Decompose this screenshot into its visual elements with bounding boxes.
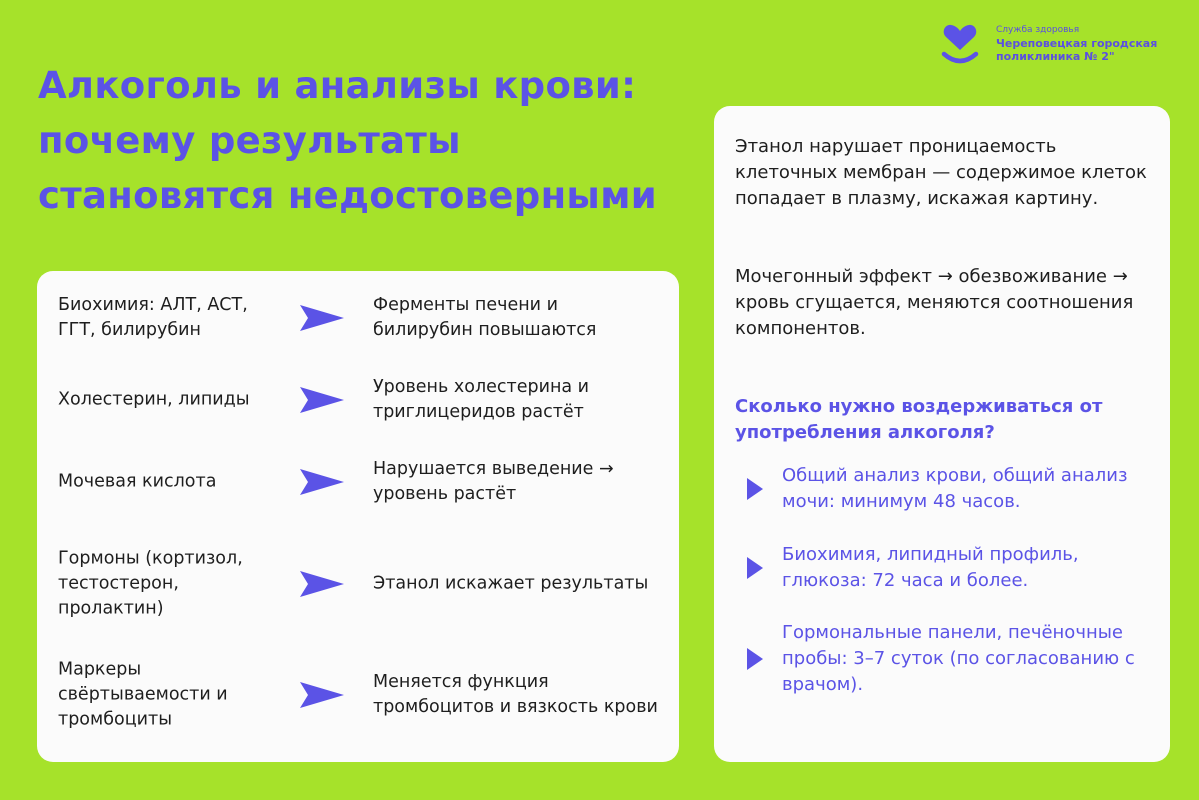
arrow-right-icon (300, 469, 344, 495)
bullet-text: Общий анализ крови, общий анализ мочи: минимум 48 часов. (782, 465, 1128, 512)
triangle-bullet-icon (747, 648, 763, 670)
clinic-logo (940, 20, 1180, 68)
logo-line-3: поликлиника № 2" (996, 50, 1115, 63)
list-item (735, 462, 1155, 516)
table-row (37, 656, 679, 734)
logo-line-1: Служба здоровья (996, 25, 1080, 35)
test-name: Холестерин, липиды (58, 389, 250, 410)
effects-table-card (37, 271, 679, 762)
test-name: Гормоны (кортизол, тестостерон, пролактин) (58, 548, 243, 619)
arrow-right-icon (300, 571, 344, 597)
table-row (37, 289, 679, 347)
triangle-bullet-icon (747, 478, 763, 500)
test-name: Мочевая кислота (58, 471, 217, 492)
page-title (38, 58, 698, 223)
arrow-right-icon (300, 682, 344, 708)
test-effect: Уровень холестерина и триглицеридов растёт (373, 377, 590, 422)
abstinence-question: Сколько нужно воздерживаться от употребления алкоголя? (735, 396, 1103, 443)
triangle-bullet-icon (747, 557, 763, 579)
info-paragraph-1: Этанол нарушает проницаемость клеточных мембран — содержимое клеток попадает в плазму, искажая картину. (735, 136, 1147, 209)
arrow-right-icon (300, 305, 344, 331)
test-name: Биохимия: АЛТ, АСТ, ГГТ, билирубин (58, 295, 248, 340)
test-effect: Ферменты печени и билирубин повышаются (373, 295, 597, 340)
table-row (37, 545, 679, 623)
logo-line-2: Череповецкая городская (996, 37, 1158, 50)
heart-smile-icon (940, 20, 980, 66)
test-effect: Этанол искажает результаты (373, 573, 649, 594)
list-item (735, 541, 1155, 595)
bullet-text: Биохимия, липидный профиль, глюкоза: 72 часа и более. (782, 544, 1079, 591)
info-card (714, 106, 1170, 762)
arrow-right-icon (300, 387, 344, 413)
test-name: Маркеры свёртываемости и тромбоциты (58, 659, 228, 730)
table-row (37, 453, 679, 511)
title-line-1: Алкоголь и анализы крови: (38, 64, 637, 107)
test-effect: Нарушается выведение → уровень растёт (373, 459, 614, 504)
table-row (37, 371, 679, 429)
info-paragraph-2: Мочегонный эффект → обезвоживание → кровь сгущается, меняются соотношения компонентов. (735, 266, 1134, 339)
list-item (735, 620, 1155, 698)
title-line-2: почему результаты (38, 119, 461, 162)
title-line-3: становятся недостоверными (38, 174, 657, 217)
test-effect: Меняется функция тромбоцитов и вязкость крови (373, 672, 658, 717)
bullet-text: Гормональные панели, печёночные пробы: 3–7 суток (по согласованию с врачом). (782, 622, 1135, 695)
